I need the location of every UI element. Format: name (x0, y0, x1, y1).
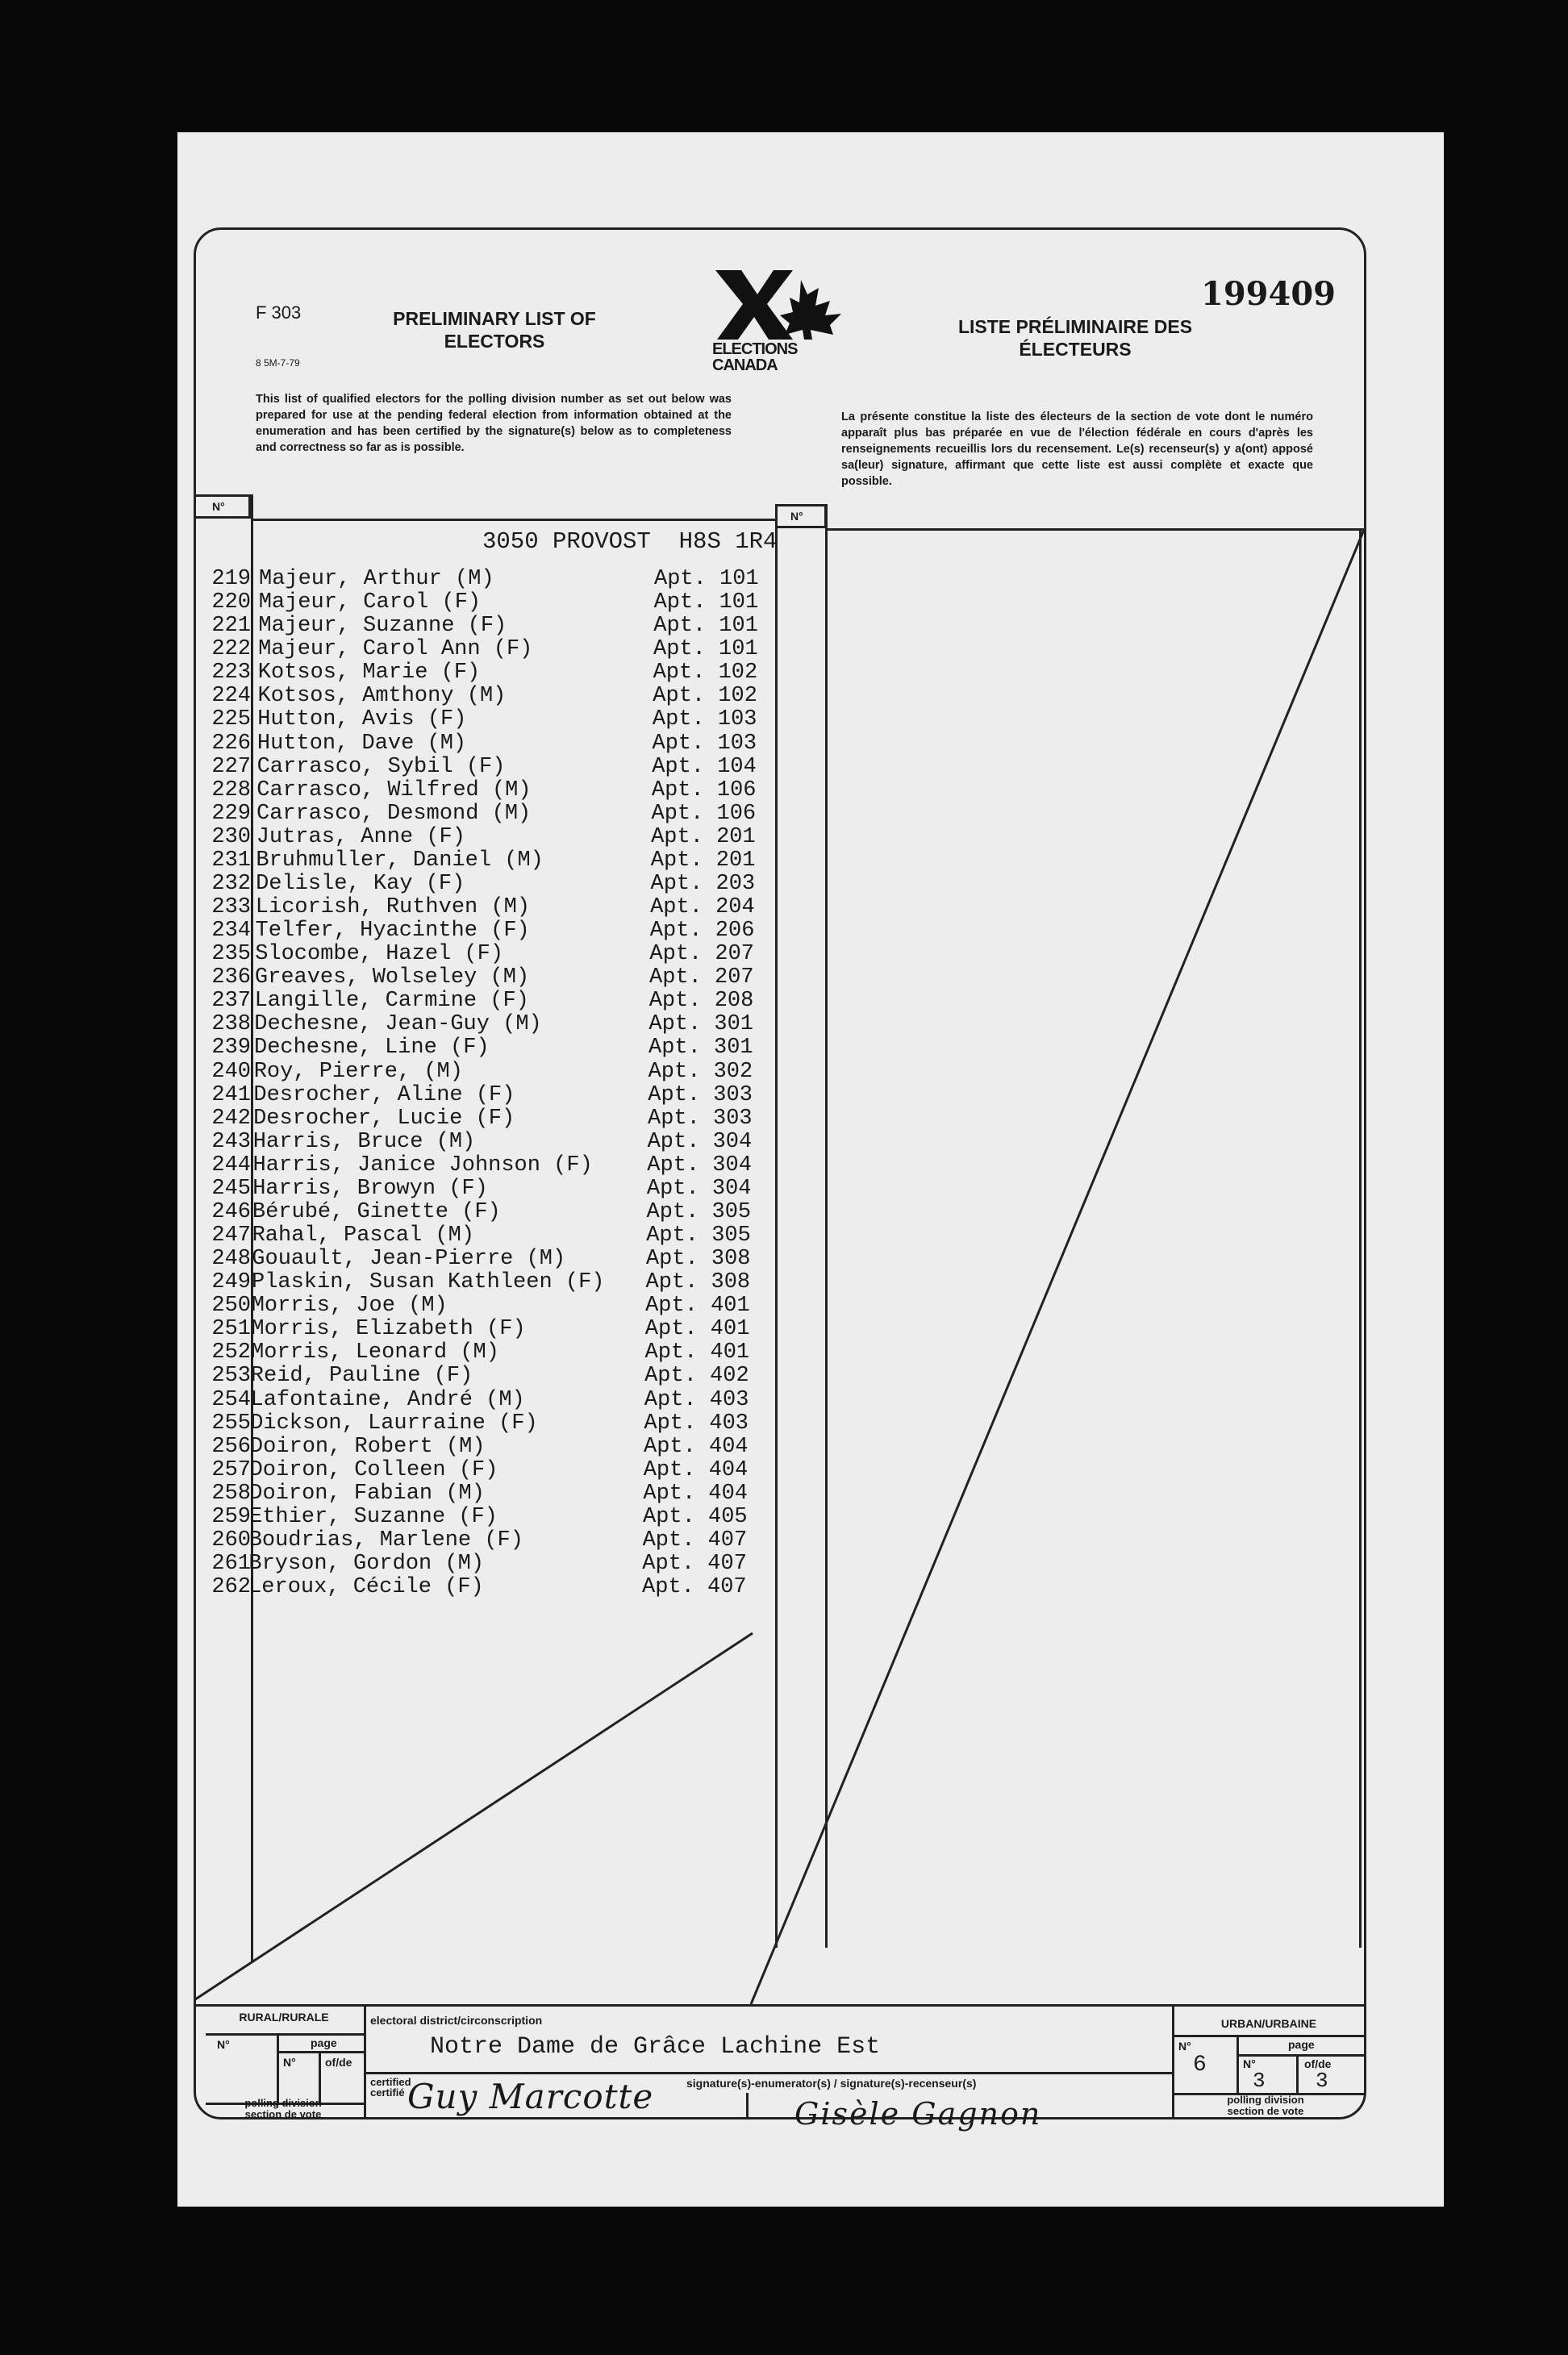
elector-name: Majeur, Arthur (M) (259, 567, 494, 591)
rural-of-label: of/de (325, 2056, 352, 2069)
elector-number: 231 (211, 848, 251, 873)
elector-number: 240 (211, 1059, 251, 1084)
elector-name: Morris, Leonard (M) (251, 1340, 499, 1365)
elector-number: 243 (211, 1129, 251, 1154)
elector-name: Rahal, Pascal (M) (252, 1223, 475, 1248)
elector-number: 223 (211, 661, 251, 686)
elector-name: Plaskin, Susan Kathleen (F) (252, 1270, 605, 1295)
certified-line1: certified (370, 2076, 411, 2088)
print-code: 8 5M-7-79 (256, 357, 300, 369)
signature-label: signature(s)-enumerator(s) / signature(s)-recenseur(s) (686, 2077, 977, 2090)
elector-name: Harris, Janice Johnson (F) (252, 1152, 593, 1178)
elector-apartment: Apt. 305 (646, 1223, 751, 1248)
elector-number: 256 (211, 1434, 251, 1459)
elector-name: Desrocher, Aline (F) (253, 1082, 515, 1107)
elector-apartment: Apt. 206 (649, 919, 755, 943)
elector-number: 242 (211, 1106, 251, 1131)
elector-name: Dickson, Laurraine (F) (250, 1411, 538, 1436)
elector-number: 232 (211, 871, 251, 896)
signature-enumerator-1: Guy Marcotte (407, 2077, 654, 2116)
cancellation-lines (196, 230, 1366, 2117)
urban-page-rule (1236, 2054, 1366, 2057)
elector-name: Kotsos, Marie (F) (257, 661, 481, 686)
elector-number: 262 (211, 1575, 251, 1599)
elector-apartment: Apt. 303 (648, 1106, 753, 1131)
elector-name: Harris, Bruce (M) (252, 1129, 476, 1154)
footer-divider-left (364, 2004, 366, 2117)
elector-number: 258 (211, 1481, 251, 1506)
elector-number: 238 (211, 1012, 251, 1037)
elector-apartment: Apt. 203 (650, 871, 756, 896)
rural-box-divider (277, 2033, 279, 2103)
urban-polling-division (1185, 2094, 1346, 2117)
elector-apartment: Apt. 301 (648, 1012, 754, 1037)
elector-apartment: Apt. 101 (653, 637, 758, 662)
elector-name: Majeur, Carol Ann (F) (258, 637, 533, 662)
elector-apartment: Apt. 102 (653, 684, 757, 709)
elector-name: Desrocher, Lucie (F) (253, 1106, 515, 1131)
rural-page-no-label: N° (283, 2056, 296, 2069)
elector-name: Reid, Pauline (F) (250, 1364, 473, 1389)
elector-number: 225 (211, 707, 251, 732)
elector-apartment: Apt. 304 (646, 1176, 752, 1201)
elector-name: Jutras, Anne (F) (256, 824, 465, 849)
elector-name: Bryson, Gordon (M) (248, 1551, 485, 1576)
rural-polling-division (212, 2098, 354, 2120)
elector-number: 219 (211, 567, 251, 591)
title-fr-line1: LISTE PRÉLIMINAIRE DES (957, 316, 1193, 337)
elector-name: Kotsos, Amthony (M) (257, 684, 507, 709)
elector-number: 239 (211, 1036, 251, 1061)
elector-name: Slocombe, Hazel (F) (255, 942, 504, 967)
elector-number: 247 (211, 1223, 251, 1248)
elector-name: Delisle, Kay (F) (256, 871, 465, 896)
title-fr-line2: ÉLECTEURS (1019, 339, 1132, 360)
elector-name: Carrasco, Wilfred (M) (256, 777, 532, 802)
elector-apartment: Apt. 104 (652, 754, 757, 779)
elector-apartment: Apt. 308 (645, 1270, 751, 1295)
elector-number: 254 (211, 1387, 251, 1412)
elector-apartment: Apt. 305 (646, 1199, 752, 1224)
rural-box-rule (206, 2033, 364, 2036)
elector-apartment: Apt. 302 (648, 1059, 753, 1084)
elector-name: Morris, Joe (M) (251, 1294, 448, 1319)
serial-number: 199409 (1201, 275, 1336, 313)
elector-apartment: Apt. 308 (645, 1247, 751, 1271)
intro-french: La présente constitue la liste des électeurs de la section de vote dont le numéro apparaît plus bas préparée en vue de l'élection fédérale en cours d'après les renseignements recueillis lors du recensement. Le(s) recenseur(s) y a(ont) apposé sa(leur) signature, affirmant que cette liste est aussi complète et exacte que possible. (841, 411, 1313, 488)
urban-page-divider (1296, 2054, 1299, 2093)
urban-polling-line2: section de vote (1227, 2105, 1304, 2117)
rural-label: RURAL/RURALE (239, 2011, 329, 2024)
elector-apartment: Apt. 207 (649, 942, 755, 967)
elector-name: Harris, Browyn (F) (252, 1176, 488, 1201)
elector-apartment: Apt. 201 (650, 848, 756, 873)
elector-apartment: Apt. 101 (654, 567, 759, 591)
elector-name: Bruhmuller, Daniel (M) (256, 848, 544, 873)
elector-number: 255 (211, 1411, 251, 1436)
urban-page-no-label: N° (1243, 2057, 1256, 2070)
elector-apartment: Apt. 405 (643, 1504, 748, 1529)
elector-name: Dechesne, Jean-Guy (M) (254, 1012, 542, 1037)
elector-name: Licorish, Ruthven (M) (255, 895, 531, 919)
urban-label: URBAN/URBAINE (1220, 2017, 1317, 2030)
elector-name: Hutton, Dave (M) (256, 731, 467, 756)
elector-number: 229 (211, 801, 251, 826)
elector-number: 260 (211, 1528, 251, 1553)
elector-apartment: Apt. 304 (647, 1129, 753, 1154)
elector-name: Doiron, Colleen (F) (249, 1457, 498, 1482)
urban-rule (1174, 2035, 1366, 2037)
elector-name: Lafontaine, André (M) (250, 1387, 525, 1412)
district-label: electoral district/circonscription (370, 2014, 543, 2027)
logo-line2: CANADA (712, 356, 778, 374)
elector-name: Dechesne, Line (F) (254, 1036, 490, 1061)
elector-name: Doiron, Fabian (M) (249, 1481, 485, 1506)
elector-number: 228 (211, 777, 251, 802)
signature-enumerator-2: Gisèle Gagnon (794, 2096, 1042, 2132)
elector-name: Roy, Pierre, (M) (253, 1059, 463, 1084)
elector-apartment: Apt. 102 (653, 661, 758, 686)
elector-apartment: Apt. 401 (644, 1317, 750, 1342)
elector-name: Majeur, Suzanne (F) (258, 614, 507, 639)
elector-apartment: Apt. 403 (644, 1387, 749, 1412)
rural-page-label: page (311, 2036, 337, 2049)
elector-name: Hutton, Avis (F) (257, 707, 467, 732)
elector-number: 245 (211, 1176, 251, 1201)
elector-name: Majeur, Carol (F) (258, 590, 482, 615)
elector-name: Boudrias, Marlene (F) (248, 1528, 523, 1553)
elector-apartment: Apt. 404 (643, 1457, 749, 1482)
elector-number: 249 (211, 1270, 251, 1295)
electors-form (194, 227, 1366, 2132)
elector-name: Leroux, Cécile (F) (248, 1575, 484, 1599)
elector-apartment: Apt. 201 (651, 824, 756, 849)
no-header-left-label: N° (212, 500, 225, 513)
elector-number: 220 (211, 590, 251, 615)
elector-number: 221 (211, 614, 251, 639)
elector-number: 248 (211, 1247, 251, 1271)
urban-page-value: 3 (1253, 2069, 1266, 2093)
elector-apartment: Apt. 207 (649, 965, 754, 990)
signature-divider (746, 2093, 749, 2119)
rural-no-label: N° (217, 2038, 230, 2051)
elector-apartment: Apt. 404 (644, 1434, 749, 1459)
elector-name: Morris, Elizabeth (F) (251, 1317, 526, 1342)
urban-no-value: 6 (1193, 2053, 1207, 2078)
elector-number: 234 (211, 919, 251, 943)
elector-apartment: Apt. 401 (645, 1294, 750, 1319)
elector-name: Carrasco, Desmond (M) (256, 801, 532, 826)
footer-top-rule (196, 2004, 1366, 2007)
elector-name: Greaves, Wolseley (M) (254, 965, 530, 990)
certified-line2: certifié (370, 2086, 405, 2099)
form-code: F 303 (256, 302, 302, 323)
elector-apartment: Apt. 103 (652, 731, 757, 756)
intro-english: This list of qualified electors for the polling division number as set out below was prepared for use at the pending federal election from information obtained at the enumeration and has been certified by the signature(s) below as to completeness and correctness so far as is possible. (256, 393, 732, 454)
logo-line1: ELECTIONS (712, 340, 798, 358)
elector-number: 237 (211, 989, 251, 1014)
elector-number: 236 (211, 965, 251, 990)
elector-number: 257 (211, 1457, 251, 1482)
elector-number: 246 (211, 1199, 251, 1224)
elector-name: Carrasco, Sybil (F) (256, 754, 506, 779)
elector-apartment: Apt. 404 (643, 1481, 749, 1506)
elector-name: Langille, Carmine (F) (254, 989, 529, 1014)
elector-apartment: Apt. 204 (650, 895, 755, 919)
urban-page-label: page (1288, 2038, 1315, 2051)
urban-polling-line1: polling division (1227, 2094, 1304, 2106)
elector-apartment: Apt. 103 (652, 707, 757, 732)
elector-apartment: Apt. 403 (644, 1411, 749, 1436)
elector-number: 250 (211, 1294, 251, 1319)
elector-apartment: Apt. 106 (651, 777, 757, 802)
elector-apartment: Apt. 101 (653, 614, 758, 639)
elector-apartment: Apt. 402 (644, 1364, 749, 1389)
rural-polling-line2: section de vote (244, 2108, 322, 2120)
elector-number: 226 (211, 731, 251, 756)
signature-rule-top (365, 2072, 1172, 2074)
urban-of-label: of/de (1304, 2057, 1332, 2070)
elector-number: 230 (211, 824, 251, 849)
elector-apartment: Apt. 407 (642, 1528, 748, 1553)
elector-number: 235 (211, 942, 251, 967)
elector-number: 224 (211, 684, 251, 709)
elector-number: 259 (211, 1504, 251, 1529)
elector-apartment: Apt. 101 (653, 590, 759, 615)
elector-name: Bérubé, Ginette (F) (252, 1199, 501, 1224)
urban-of-value: 3 (1316, 2069, 1328, 2093)
elector-apartment: Apt. 301 (648, 1036, 753, 1061)
elector-apartment: Apt. 208 (648, 989, 754, 1014)
elector-name: Ethier, Suzanne (F) (249, 1504, 498, 1529)
elector-apartment: Apt. 303 (648, 1082, 753, 1107)
elector-name: Telfer, Hyacinthe (F) (255, 919, 530, 943)
urban-divider (1236, 2035, 1239, 2093)
elector-number: 244 (211, 1152, 251, 1178)
elector-name: Gouault, Jean-Pierre (M) (252, 1247, 566, 1271)
elector-apartment: Apt. 407 (642, 1575, 747, 1599)
elector-number: 251 (211, 1317, 251, 1342)
elector-number: 233 (211, 895, 251, 919)
rural-page-divider (319, 2051, 321, 2103)
elector-name: Doiron, Robert (M) (249, 1434, 486, 1459)
footer-divider-right (1172, 2004, 1174, 2117)
urban-no-label: N° (1178, 2040, 1191, 2053)
elector-apartment: Apt. 106 (651, 801, 757, 826)
building-address: 3050 PROVOST H8S 1R4 (482, 528, 778, 555)
elector-apartment: Apt. 401 (644, 1340, 750, 1365)
elector-apartment: Apt. 304 (647, 1152, 752, 1178)
elector-number: 261 (211, 1551, 251, 1576)
elector-number: 227 (211, 754, 251, 779)
elector-apartment: Apt. 407 (642, 1551, 747, 1576)
district-value: Notre Dame de Grâce Lachine Est (430, 2033, 881, 2061)
title-en-line2: ELECTORS (444, 331, 545, 352)
title-en-line1: PRELIMINARY LIST OF (393, 308, 596, 329)
elector-number: 253 (211, 1364, 251, 1389)
elector-number: 252 (211, 1340, 251, 1365)
certified-label (370, 2077, 411, 2098)
rural-polling-line1: polling division (244, 2097, 322, 2109)
elector-number: 222 (211, 637, 251, 662)
no-header-right-label: N° (790, 510, 803, 523)
elector-number: 241 (211, 1082, 251, 1107)
